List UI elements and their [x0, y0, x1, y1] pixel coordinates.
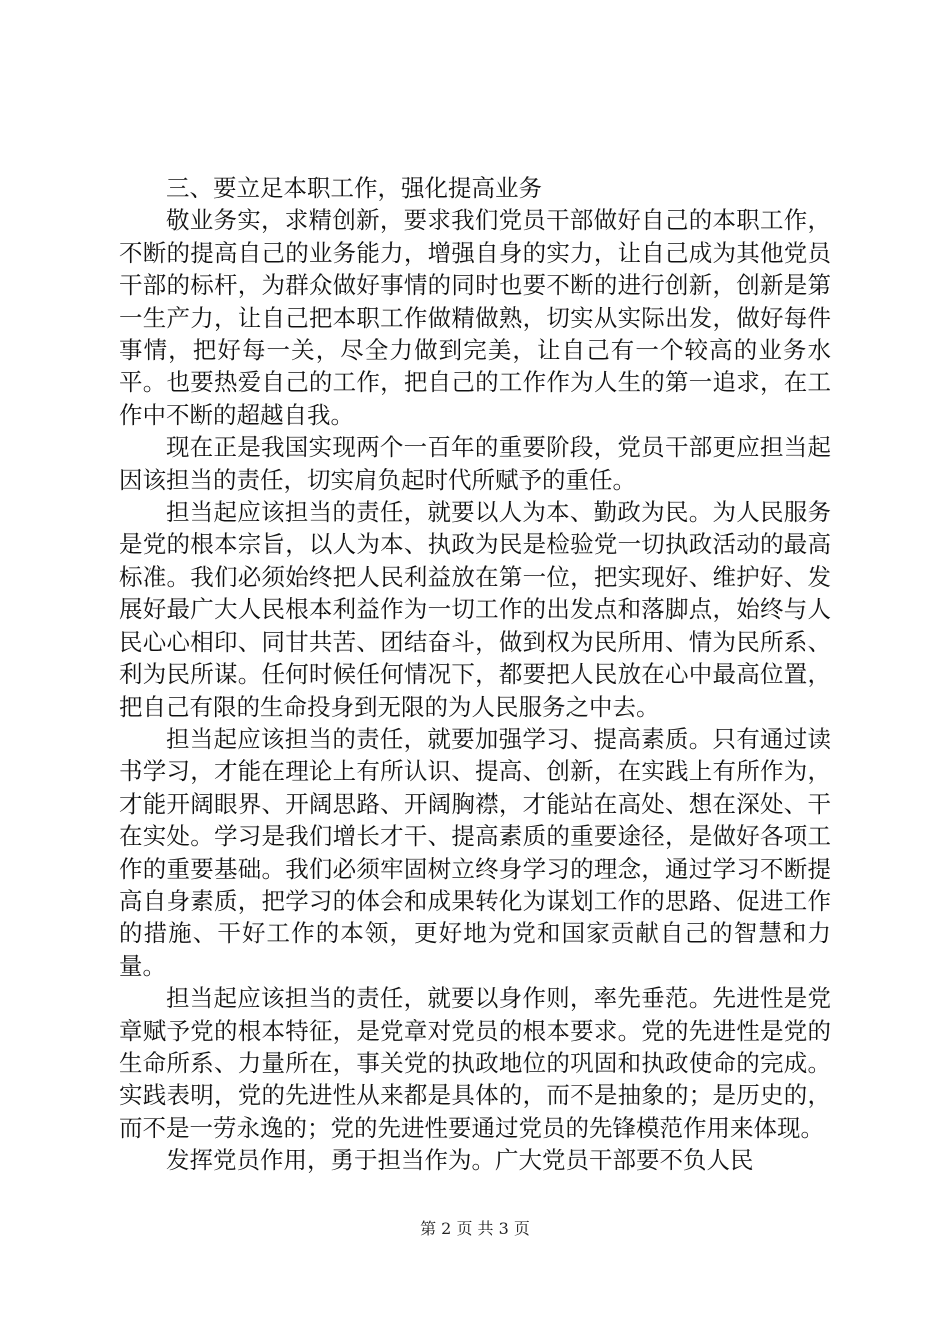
paragraph: 担当起应该担当的责任，就要加强学习、提高素质。只有通过读书学习，才能在理论上有所认识、提高、创新，在实践上有所作为，才能开阔眼界、开阔思路、开阔胸襟，才能站在高处、想在深处、干在实处。学习是我们增长才干、提高素质的重要途径，是做好各项工作的重要基础。我们必须牢固树立终身学习的理念，通过学习不断提高自身素质，把学习的体会和成果转化为谋划工作的思路、促进工作的措施、干好工作的本领，更好地为党和国家贡献自己的智慧和力量。 [119, 724, 831, 980]
paragraph: 发挥党员作用，勇于担当作为。广大党员干部要不负人民 [166, 1146, 754, 1175]
paragraph: 担当起应该担当的责任，就要以人为本、勤政为民。为人民服务是党的根本宗旨，以人为本、执政为民是检验党一切执政活动的最高标准。我们必须始终把人民利益放在第一位，把实现好、维护好、发展好最广大人民根本利益作为一切工作的出发点和落脚点，始终与人民心心相印、同甘共苦、团结奋斗，做到权为民所用、情为民所系、利为民所谋。任何时候任何情况下，都要把人民放在心中最高位置，把自己有限的生命投身到无限的为人民服务之中去。 [119, 498, 831, 721]
page-number-footer: 第 2 页 共 3 页 [420, 1219, 530, 1238]
section-heading: 三、要立足本职工作，强化提高业务 [166, 174, 542, 202]
document-body [119, 172, 831, 1177]
paragraph: 担当起应该担当的责任，就要以身作则，率先垂范。先进性是党章赋予党的根本特征，是党章对党员的根本要求。党的先进性是党的生命所系、力量所在，事关党的执政地位的巩固和执政使命的完成。实践表明，党的先进性从来都是具体的，而不是抽象的；是历史的，而不是一劳永逸的；党的先进性要通过党员的先锋模范作用来体现。 [119, 984, 831, 1142]
paragraph: 敬业务实，求精创新，要求我们党员干部做好自己的本职工作，不断的提高自己的业务能力，增强自身的实力，让自己成为其他党员干部的标杆，为群众做好事情的同时也要不断的进行创新，创新是第一生产力，让自己把本职工作做精做熟，切实从实际出发，做好每件事情，把好每一关，尽全力做到完美，让自己有一个较高的业务水平。也要热爱自己的工作，把自己的工作作为人生的第一追求，在工作中不断的超越自我。 [119, 206, 831, 429]
paragraph: 现在正是我国实现两个一百年的重要阶段，党员干部更应担当起因该担当的责任，切实肩负起时代所赋予的重任。 [119, 433, 831, 494]
